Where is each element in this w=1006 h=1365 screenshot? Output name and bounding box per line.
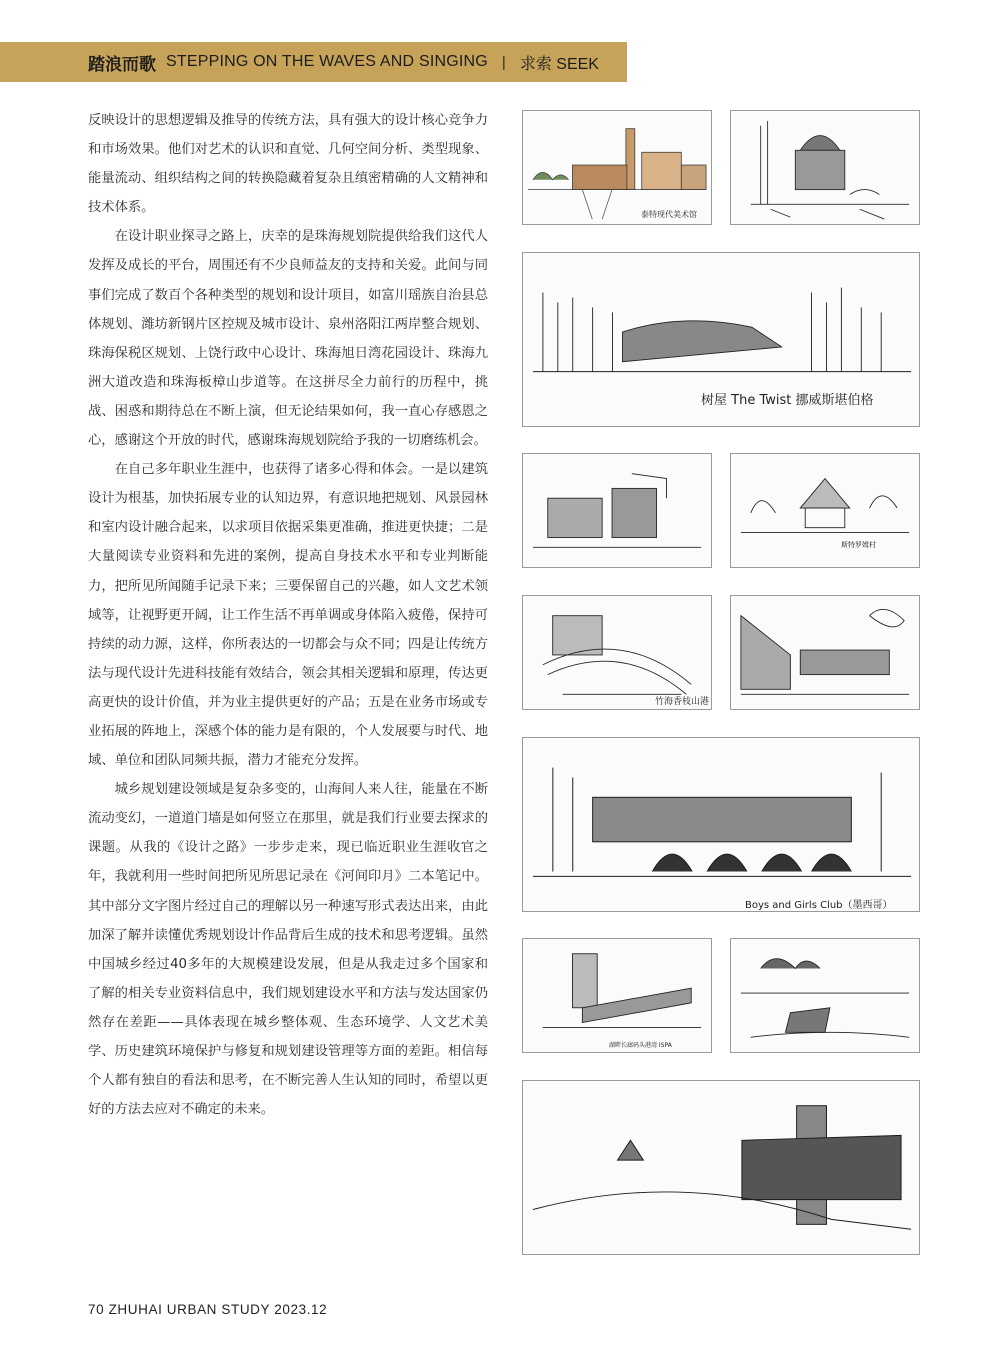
river-sketch-illustration (731, 939, 919, 1052)
article-paragraph-2: 在设计职业探寻之路上，庆幸的是珠海规划院提供给我们这代人发挥及成长的平台，周围还有不少良师益友的支持和关爱。此间与同事们完成了数百个各种类型的规划和设计项目，如富川瑶族自治县总体规划、潍坊新钢片区控规及城市设计、泉州洛阳江两岸整合规划、珠海保税区规划、上饶行政中心设计、珠海旭日湾花园设计、珠海九洲大道改造和珠海板樟山步道等。在这拼尽全力前行的历程中，挑战、困惑和期待总在不断上演，但无论结果如何，我一直心存感恩之心，感谢这个开放的时代，感谢珠海规划院给予我的一切磨练机会。 (88, 229, 488, 449)
sketch-the-twist (522, 252, 920, 427)
sketch-domed-church (730, 110, 920, 225)
factory-sketch-illustration (523, 111, 711, 224)
sketch-modern-building (522, 453, 712, 568)
sketch-caption: Boys and Girls Club（墨西哥） (745, 900, 893, 911)
page-number: 70 (88, 1302, 105, 1317)
village-sketch-illustration (731, 454, 919, 567)
sketch-caption: 湖畔长廊码头港湾 ISPA (609, 1042, 672, 1049)
header-separator: | (501, 53, 506, 71)
article-paragraph-4: 城乡规划建设领域是复杂多变的，山海间人来人往，能量在不断流动变幻，一道道门墙是如何竖立在那里，就是我们行业要去探求的课题。从我的《设计之路》一步步走来，现已临近职业生涯收官之年，我就利用一些时间把所见所思记录在《河间印月》二本笔记中。其中部分文字图片经过自己的理解以另一种速写形式表达出来，由此加深了解并读懂优秀规划设计作品背后生成的技术和思考逻辑。虽然中国城乡经过40多年的大规模建设发展，但是从我走过多个国家和了解的相关专业资料信息中，我们规划建设水平和方法与发达国家仍然存在差距——具体表现在城乡整体观、生态环境学、人文艺术美学、历史建筑环境保护与修复和规划建设管理等方面的差距。相信每个人都有独自的看法和思考，在不断完善人生认知的同时，希望以更好的方法去应对不确定的未来。 (88, 782, 488, 1118)
courtyard-sketch-illustration (731, 596, 919, 709)
section-header-band (0, 42, 627, 82)
section-title-en: STEPPING ON THE WAVES AND SINGING (166, 53, 488, 70)
walkway-sketch-illustration (523, 596, 711, 709)
publication-name: ZHUHAI URBAN STUDY (108, 1302, 270, 1317)
section-label: 求索 SEEK (519, 55, 599, 73)
sketch-caption: 竹海香枝山港 (655, 697, 710, 707)
sketch-caption: 树屋 The Twist 挪威斯堪伯格 (701, 393, 874, 408)
sketch-curved-walkway (522, 595, 712, 710)
sketch-thatched-village (730, 453, 920, 568)
sketch-factory-chimney (522, 110, 712, 225)
modern-building-illustration (523, 454, 711, 567)
club-sketch-illustration (523, 738, 919, 911)
sketch-boys-girls-club (522, 737, 920, 912)
sketch-waterfront-tower (522, 938, 712, 1053)
page-footer (88, 1302, 327, 1317)
waterfront-sketch-illustration (523, 939, 711, 1052)
article-paragraph-1: 反映设计的思想逻辑及推导的传统方法，具有强大的设计核心竞争力和市场效果。他们对艺术的认识和直觉、几何空间分析、类型现象、能量流动、组织结构之间的转换隐藏着复杂且缜密精确的人文精神和技术体系。 (88, 113, 488, 216)
sketch-caption: 泰特现代美术馆 (641, 210, 697, 219)
sketch-tower-wall (522, 1080, 920, 1255)
sketch-courtyard-pavilion (730, 595, 920, 710)
issue-date: 2023.12 (274, 1302, 328, 1317)
article-paragraph-3: 在自己多年职业生涯中，也获得了诸多心得和体会。一是以建筑设计为根基，加快拓展专业的认知边界，有意识地把规划、风景园林和室内设计融合起来，以求项目依据采集更准确，推进更快捷；二是大量阅读专业资料和先进的案例，提高自身技术水平和专业判断能力，把所见所闻随手记录下来；三要保留自己的兴趣，如人文艺术领域等，让视野更开阔，让工作生活不再单调或身体陷入疲倦，保持可持续的动力源，这样，你所表达的一切都会与众不同；四是让传统方法与现代设计先进科技能有效结合，领会其相关逻辑和原理，传达更高更快的设计价值，并为业主提供更好的产品；五是在业务市场或专业拓展的阵地上，深感个体的能力是有限的，个人发展要与时代、地域、单位和团队同频共振，潜力才能充分发挥。 (88, 462, 488, 769)
tower-wall-illustration (523, 1081, 919, 1254)
sketch-caption: 斯特罗姆村 (841, 541, 876, 549)
article-body (88, 106, 488, 1124)
section-title-cn: 踏浪而歌 (88, 54, 156, 74)
sketch-river-landscape (730, 938, 920, 1053)
church-sketch-illustration (731, 111, 919, 224)
